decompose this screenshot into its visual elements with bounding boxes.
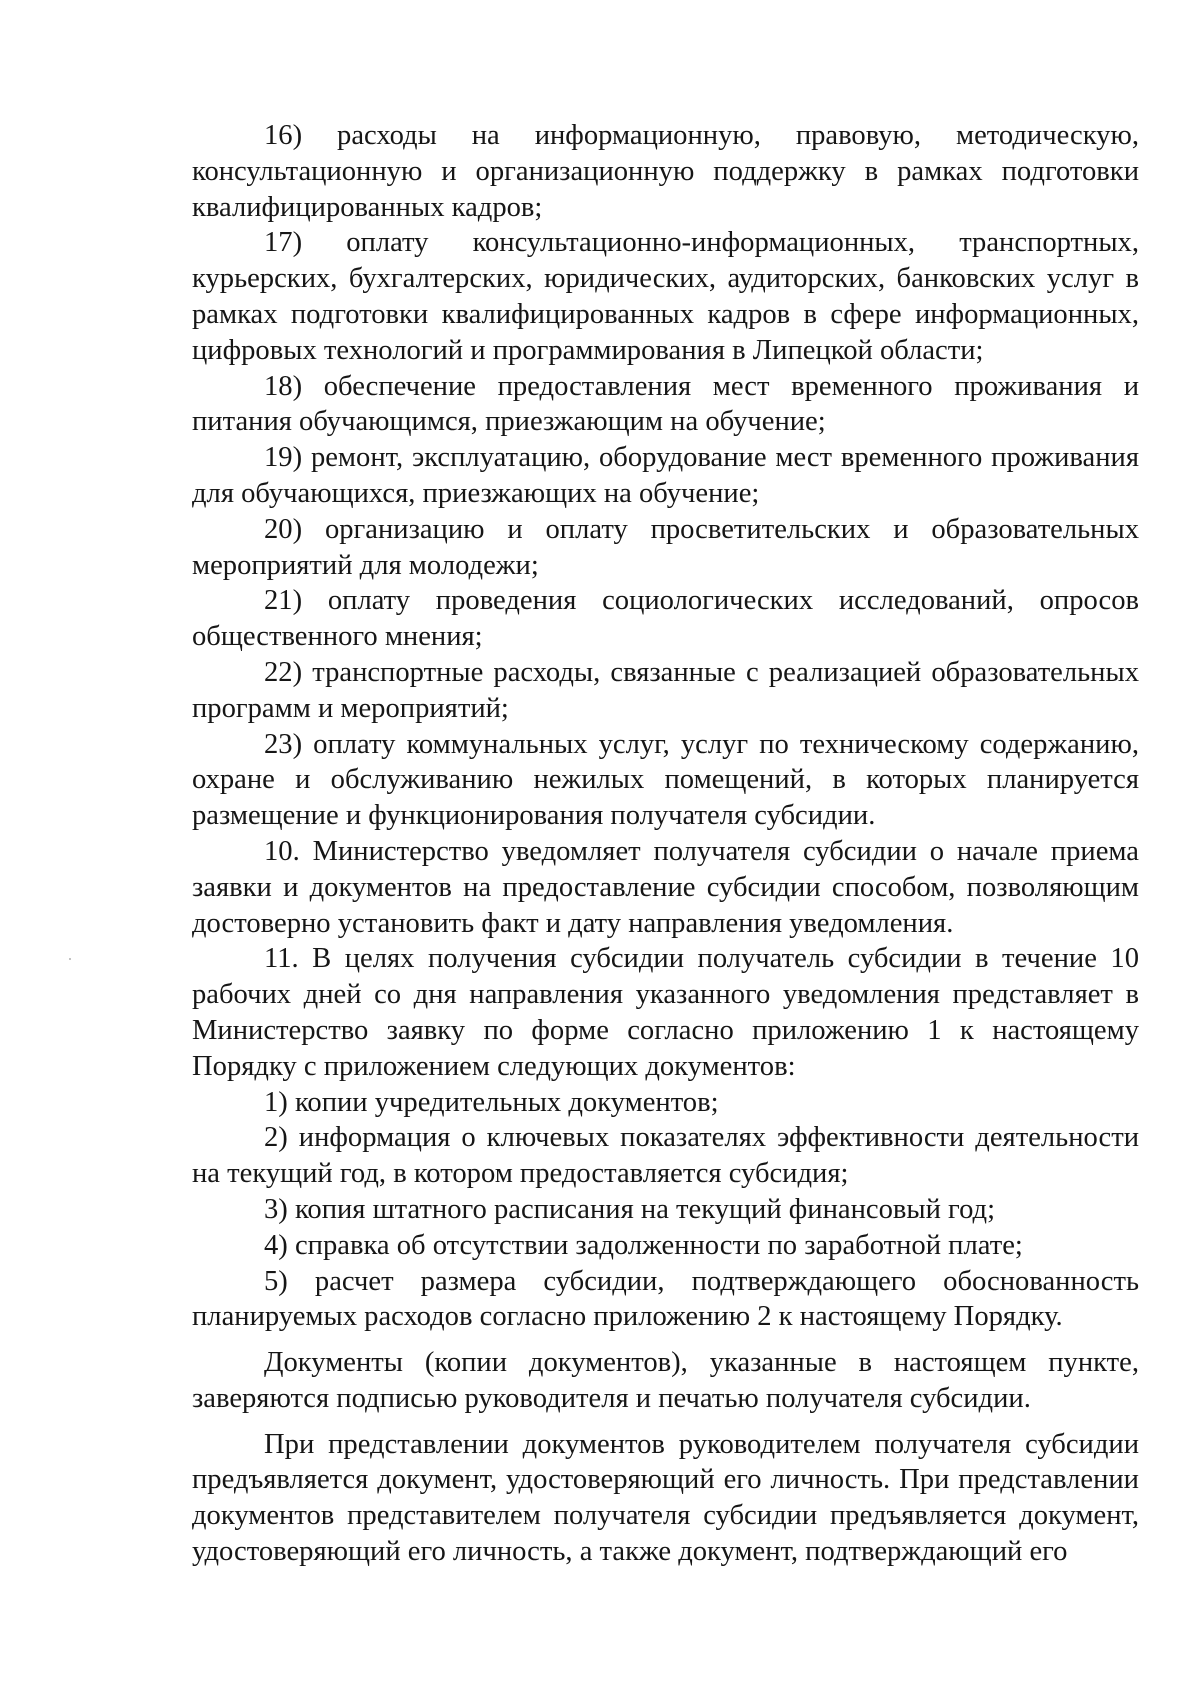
list-item-23: 23) оплату коммунальных услуг, услуг по техническому содержанию, охране и обслуживанию нежилых помещений, в которых планируется размещение и функционирования получателя субсидии. (192, 728, 1139, 832)
list-item-16: 16) расходы на информационную, правовую, методическую, консультационную и организационную поддержку в рамках подготовки квалифицированных кадров; (192, 120, 1139, 223)
document-page (192, 118, 1139, 1570)
document-item-5: 5) расчет размера субсидии, подтверждающего обоснованность планируемых расходов согласно приложению 2 к настоящему Порядку. (192, 1265, 1139, 1333)
list-item-17: 17) оплату консультационно-информационных, транспортных, курьерских, бухгалтерских, юридических, аудиторских, банковских услуг в рамках подготовки квалифицированных кадров в сфере информационных, цифровых технологий и программирования в Липецкой области; (192, 227, 1139, 366)
identity-paragraph: При представлении документов руководителем получателя субсидии предъявляется документ, удостоверяющий его личность. При представлении документов представителем получателя субсидии предъявляется документ, удостоверяющий его личность, а также документ, подтверждающий его (192, 1428, 1139, 1568)
document-item-2: 2) информация о ключевых показателях эффективности деятельности на текущий год, в котором предоставляется субсидия; (192, 1122, 1139, 1190)
section-11-paragraph: 11. В целях получения субсидии получатель субсидии в течение 10 рабочих дней со дня направления указанного уведомления представляет в Министерство заявку по форме согласно приложению 1 к настоящему Порядку с приложением следующих документов: (192, 943, 1139, 1082)
list-item-18: 18) обеспечение предоставления мест временного проживания и питания обучающимся, приезжающим на обучение; (192, 370, 1139, 438)
certification-paragraph: Документы (копии документов), указанные в настоящем пункте, заверяются подписью руководителя и печатью получателя субсидии. (192, 1347, 1139, 1414)
section-10-paragraph: 10. Министерство уведомляет получателя субсидии о начале приема заявки и документов на предоставление субсидии способом, позволяющим достоверно установить факт и дату направления уведомления. (192, 835, 1139, 939)
scan-speck (69, 958, 71, 960)
list-item-21: 21) оплату проведения социологических исследований, опросов общественного мнения; (192, 585, 1139, 653)
list-item-20: 20) организацию и оплату просветительских и образовательных мероприятий для молодежи; (192, 513, 1139, 581)
list-item-19: 19) ремонт, эксплуатацию, оборудование мест временного проживания для обучающихся, приезжающих на обучение; (192, 442, 1139, 509)
document-item-3: 3) копия штатного расписания на текущий финансовый год; (264, 1193, 996, 1225)
list-item-22: 22) транспортные расходы, связанные с реализацией образовательных программ и мероприятий; (192, 656, 1139, 724)
document-item-4: 4) справка об отсутствии задолженности по заработной плате; (264, 1229, 1023, 1261)
document-item-1: 1) копии учредительных документов; (264, 1086, 719, 1118)
